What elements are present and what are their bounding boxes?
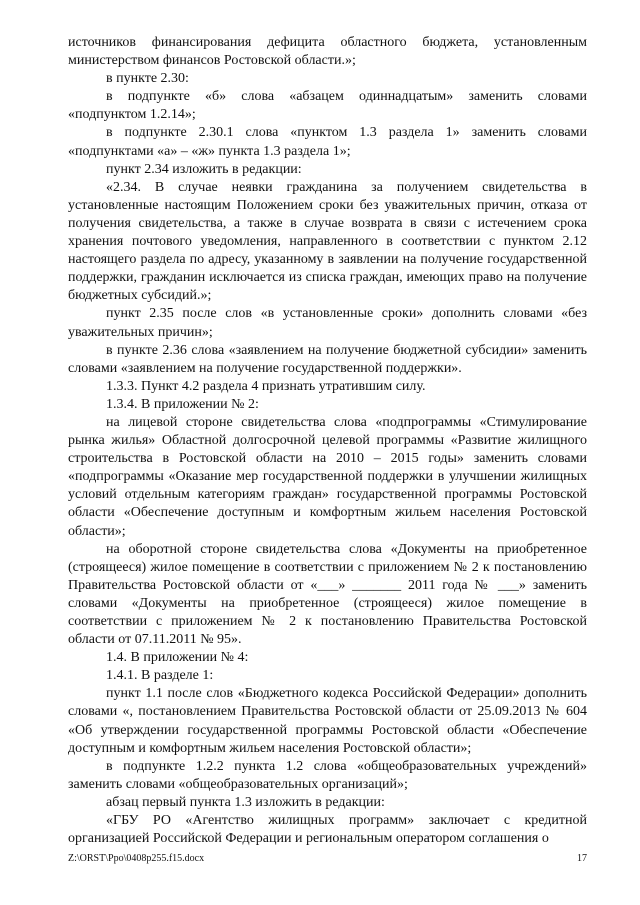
paragraph: на лицевой стороне свидетельства слова «подпрограммы «Стимулирование рынка жилья» Областной долгосрочной целевой программы «Развитие жилищного строительства в Ростовской области на 2010 – 2015 годы» заменить словами «подпрограммы «Оказание мер государственной поддержки в улучшении жилищных условий отдельным категориям граждан» государственной программы Ростовской области «Обеспечение доступным и комфортным жильем населения Ростовской области»; [68,414,587,539]
paragraph: в пункте 2.36 слова «заявлением на получение бюджетной субсидии» заменить словами «заявлением на получение государственной поддержки». [68,342,587,376]
paragraph: «ГБУ РО «Агентство жилищных программ» заключает с кредитной организацией Российской Федерации и региональным оператором соглашения о [68,813,587,847]
paragraph: 1.3.4. В приложении № 2: [106,396,259,412]
paragraph: 1.4.1. В разделе 1: [106,668,214,684]
paragraph: абзац первый пункта 1.3 изложить в редакции: [106,794,385,810]
paragraph: в подпункте «б» слова «абзацем одиннадцатым» заменить словами «подпунктом 1.2.14»; [68,89,587,123]
paragraph: 1.4. В приложении № 4: [106,650,249,666]
paragraph: пункт 2.35 после слов «в установленные сроки» дополнить словами «без уважительных причин»; [68,306,587,340]
paragraph: в подпункте 2.30.1 слова «пунктом 1.3 раздела 1» заменить словами «подпунктами «а» – «ж» пункта 1.3 раздела 1»; [68,125,587,159]
paragraph: «2.34. В случае неявки гражданина за получением свидетельства в установленные настоящим Положением сроки без уважительных причин, отказа от получения свидетельства, а также в случае возврата в связи с истечением срока хранения почтового уведомления, направленного в соответствии с пунктом 2.12 настоящего раздела по адресу, указанному в заявлении на получение государственной поддержки, гражданин исключается из списка граждан, имеющих право на получение бюджетных субсидий.»; [68,179,587,304]
paragraph: в подпункте 1.2.2 пункта 1.2 слова «общеобразовательных учреждений» заменить словами «общеобразовательных организаций»; [68,758,587,792]
paragraph: пункт 1.1 после слов «Бюджетного кодекса Российской Федерации» дополнить словами «, постановлением Правительства Ростовской области от 25.09.2013 № 604 «Об утверждении государственной программы Ростовской области «Обеспечение доступным и комфортным жильем населения Ростовской области»; [68,686,587,756]
page-number: 17 [577,853,587,864]
paragraph: источников финансирования дефицита областного бюджета, установленным министерством финансов Ростовской области.»; [68,35,587,69]
document-body [68,34,587,848]
paragraph: в пункте 2.30: [106,71,189,87]
file-path: Z:\ORST\Ppo\0408p255.f15.docx [68,853,205,864]
paragraph: 1.3.3. Пункт 4.2 раздела 4 признать утратившим силу. [106,378,426,394]
paragraph: на оборотной стороне свидетельства слова «Документы на приобретенное (строящееся) жилое помещение в соответствии с приложением № 2 к постановлению Правительства Ростовской области от «___» _______ 2011 года № ___» заменить словами «Документы на приобретенное (строящееся) жилое помещение в соответствии с приложением № 2 к постановлению Правительства Ростовской области от 07.11.2011 № 95». [68,541,587,648]
paragraph: пункт 2.34 изложить в редакции: [106,161,302,177]
